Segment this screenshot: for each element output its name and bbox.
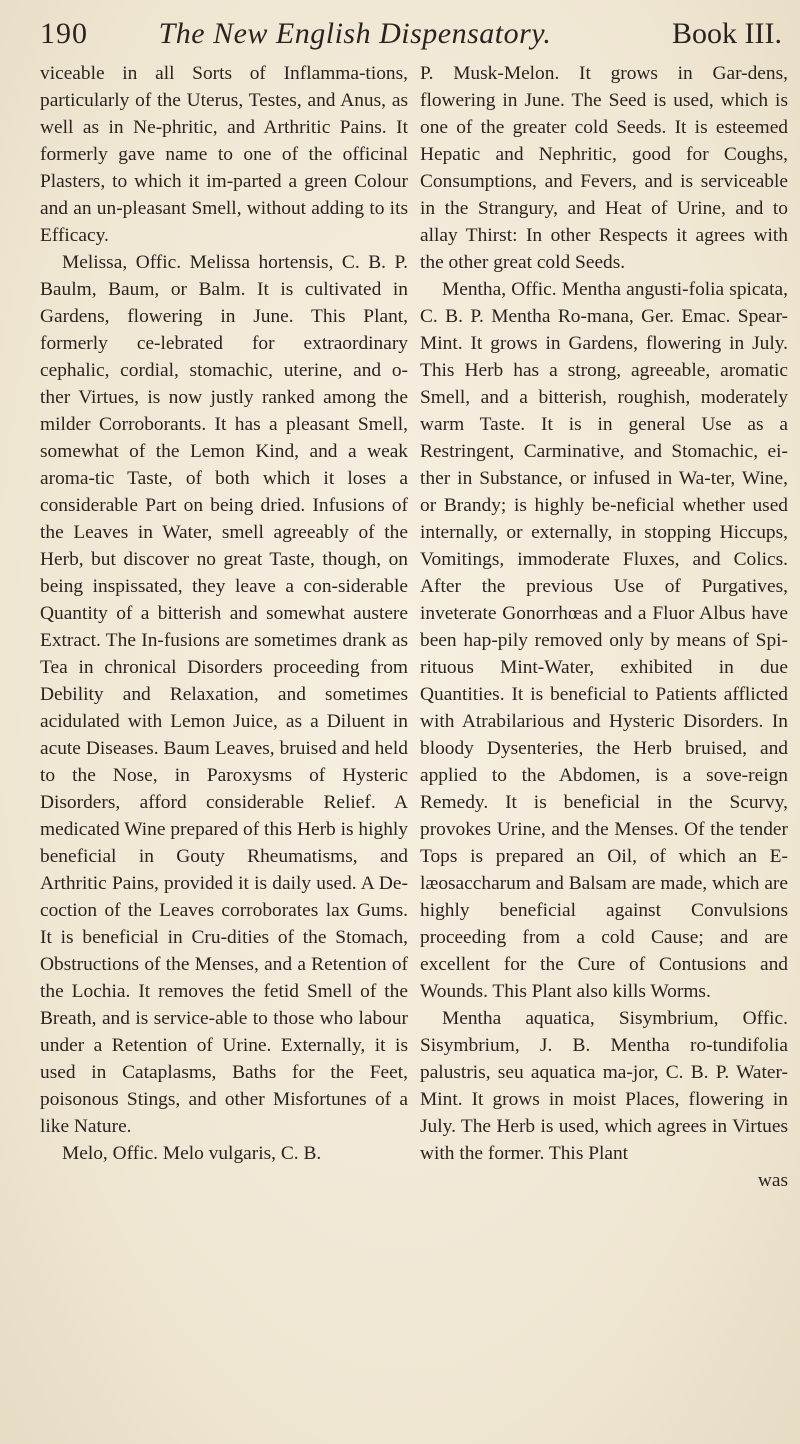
left-column	[40, 60, 408, 1418]
catchword: was	[757, 1170, 788, 1191]
running-title: The New English Dispensatory.	[158, 17, 552, 50]
left-paragraph-2: Melissa, Offic. Melissa hortensis, C. B. P. Baulm, Baum, or Balm. It is cultivated in Gardens, flowering in June. This Plant, formerly ce-lebrated for extraordinary cephalic, cordial, stomachic, uterine, and o-ther Virtues, is now justly ranked among the milder Corroborants. It has a pleasant Smell, somewhat of the Lemon Kind, and a weak aroma-tic Taste, of both which it loses a considerable Part on being dried. Infusions of the Leaves in Water, smell agreeably of the Herb, but discover no great Taste, though, on being inspissated, they leave a con-siderable Quantity of a bitterish and somewhat austere Extract. The In-fusions are sometimes drank as Tea in chronical Disorders proceeding from Debility and Relaxation, and sometimes acidulated with Lemon Juice, as a Diluent in acute Diseases. Baum Leaves, bruised and held to the Nose, in Paroxysms of Hysteric Disorders, afford considerable Relief. A medicated Wine prepared of this Herb is highly beneficial in Gouty Rheumatisms, and Arthritic Pains, provided it is daily used. A De-coction of the Leaves corroborates lax Gums. It is beneficial in Cru-dities of the Stomach, Obstructions of the Menses, and a Retention of the Lochia. It removes the fetid Smell of the Breath, and is service-able to those who labour under a Retention of Urine. Externally, it is used in Cataplasms, Baths for the Feet, poisonous Stings, and other Misfortunes of a like Nature.	[40, 252, 408, 1137]
page-header	[40, 8, 782, 60]
text-columns	[40, 60, 788, 1418]
book-label: Book III.	[672, 17, 782, 50]
left-paragraph-1: viceable in all Sorts of Inflamma-tions, particularly of the Uterus, Testes, and Anus, as well as in Ne-phritic, and Arthritic Pains. It formerly gave name to one of the officinal Plasters, to which it im-parted a green Colour and an un-pleasant Smell, without adding to its Efficacy.	[40, 63, 408, 246]
page-number: 190	[40, 17, 88, 50]
right-paragraph-1: P. Musk-Melon. It grows in Gar-dens, flowering in June. The Seed is used, which is one of the greater cold Seeds. It is esteemed Hepatic and Nephritic, good for Coughs, Consumptions, and Fevers, and is serviceable in the Strangury, and Heat of Urine, and to allay Thirst: In other Respects it agrees with the other great cold Seeds.	[420, 63, 788, 273]
left-paragraph-3: Melo, Offic. Melo vulgaris, C. B.	[62, 1143, 322, 1164]
right-column	[420, 60, 788, 1418]
right-paragraph-3: Mentha aquatica, Sisymbrium, Offic. Sisymbrium, J. B. Mentha ro-tundifolia palustris, seu aquatica ma-jor, C. B. P. Water-Mint. It grows in moist Places, flowering in July. The Herb is used, which agrees in Virtues with the former. This Plant	[420, 1008, 788, 1164]
right-paragraph-2: Mentha, Offic. Mentha angusti-folia spicata, C. B. P. Mentha Ro-mana, Ger. Emac. Spear-Mint. It grows in Gardens, flowering in July. This Herb has a strong, agreeable, aromatic Smell, and a bitterish, roughish, moderately warm Taste. It is in general Use as a Restringent, Carminative, and Stomachic, ei-ther in Substance, or infused in Wa-ter, Wine, or Brandy; is highly be-neficial whether used internally, or externally, in stopping Hiccups, Vomitings, immoderate Fluxes, and Colics. After the previous Use of Purgatives, inveterate Gonorrhœas and a Fluor Albus have been hap-pily removed only by means of Spi-rituous Mint-Water, exhibited in due Quantities. It is beneficial to Patients afflicted with Atrabilarious and Hysteric Disorders. In bloody Dysenteries, the Herb bruised, and applied to the Abdomen, is a sove-reign Remedy. It is beneficial in the Scurvy, provokes Urine, and the Menses. Of the tender Tops is prepared an Oil, of which an E-læosaccharum and Balsam are made, which are highly beneficial against Convulsions proceeding from a cold Cause; and are excellent for the Cure of Contusions and Wounds. This Plant also kills Worms.	[420, 279, 788, 1002]
